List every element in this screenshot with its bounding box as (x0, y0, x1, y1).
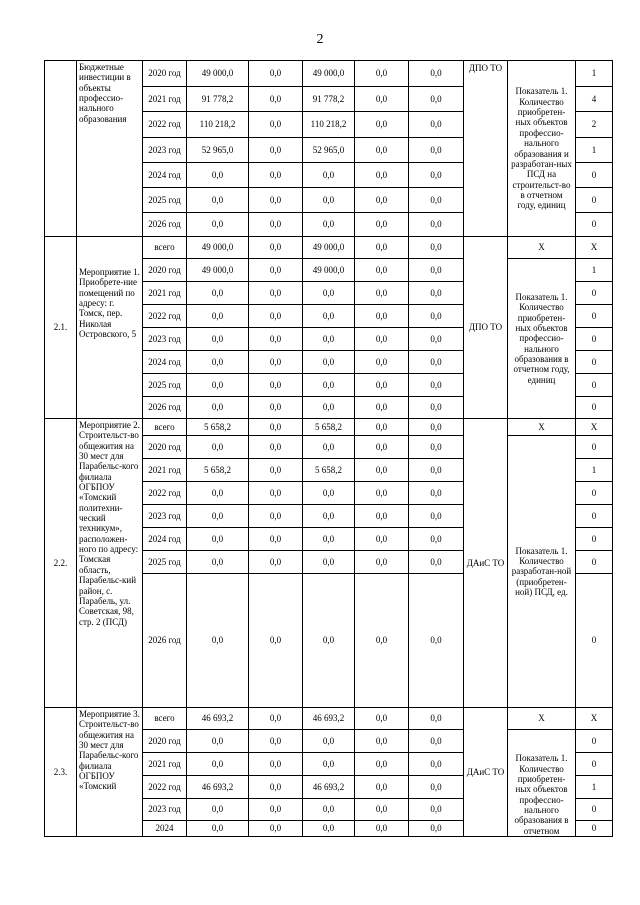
extra-cell: 0,0 (409, 482, 464, 505)
regional-cell: 0,0 (303, 505, 355, 528)
regional-cell: 49 000,0 (303, 61, 355, 87)
year-cell: 2026 год (143, 574, 187, 708)
federal-cell: 0,0 (249, 188, 303, 213)
local-cell: 0,0 (355, 282, 409, 305)
total-cell: 0,0 (187, 397, 249, 419)
activity-name: Мероприятие 3. Строительст-во общежития на 30 мест для Парабельс-кого филиала ОГБПОУ «Томский (77, 708, 143, 837)
year-cell: 2020 год (143, 259, 187, 282)
indicator-cell: Показатель 1. Количество приобретен-ных объектов профессио-нального образования в отчетном (508, 730, 576, 837)
extra-cell: 0,0 (409, 351, 464, 374)
extra-cell: 0,0 (409, 551, 464, 574)
indicator-value: 0 (576, 188, 613, 213)
indicator-value: 1 (576, 259, 613, 282)
extra-cell: 0,0 (409, 61, 464, 87)
indicator-value: 1 (576, 61, 613, 87)
indicator-value: 0 (576, 551, 613, 574)
row-number (45, 61, 77, 237)
local-cell: 0,0 (355, 551, 409, 574)
year-cell: 2024 (143, 821, 187, 837)
indicator-x-cell: Х (508, 708, 576, 730)
federal-cell: 0,0 (249, 213, 303, 237)
extra-cell: 0,0 (409, 305, 464, 328)
regional-cell: 49 000,0 (303, 259, 355, 282)
local-cell: 0,0 (355, 397, 409, 419)
local-cell: 0,0 (355, 708, 409, 730)
total-cell: 49 000,0 (187, 237, 249, 259)
regional-cell: 0,0 (303, 163, 355, 188)
year-cell: 2023 год (143, 328, 187, 351)
year-cell: 2024 год (143, 528, 187, 551)
total-cell: 0,0 (187, 821, 249, 837)
indicator-value: 0 (576, 436, 613, 459)
federal-cell: 0,0 (249, 374, 303, 397)
regional-cell: 0,0 (303, 213, 355, 237)
federal-cell: 0,0 (249, 551, 303, 574)
federal-cell: 0,0 (249, 505, 303, 528)
federal-cell: 0,0 (249, 776, 303, 799)
federal-cell: 0,0 (249, 237, 303, 259)
year-cell: 2024 год (143, 163, 187, 188)
federal-cell: 0,0 (249, 574, 303, 708)
indicator-x-cell: Х (508, 419, 576, 436)
local-cell: 0,0 (355, 799, 409, 821)
federal-cell: 0,0 (249, 753, 303, 776)
indicator-value: 4 (576, 87, 613, 112)
federal-cell: 0,0 (249, 112, 303, 138)
activity-name: Мероприятие 2. Строительст-во общежития на 30 мест для Парабельс-кого филиала ОГБПОУ «Томский политехни-ческий техникум», расположен-ного по адресу: Томская область, Парабельс-кий район, с. Парабель, ул. Советская, 98, стр. 2 (ПСД) (77, 419, 143, 708)
total-cell: 0,0 (187, 163, 249, 188)
indicator-value: 0 (576, 821, 613, 837)
extra-cell: 0,0 (409, 753, 464, 776)
year-cell: 2025 год (143, 551, 187, 574)
regional-cell: 0,0 (303, 436, 355, 459)
total-cell: 0,0 (187, 482, 249, 505)
local-cell: 0,0 (355, 459, 409, 482)
executor-cell: ДПО ТО (464, 237, 508, 419)
regional-cell: 0,0 (303, 551, 355, 574)
year-cell: 2020 год (143, 61, 187, 87)
year-cell: 2021 год (143, 87, 187, 112)
local-cell: 0,0 (355, 753, 409, 776)
total-cell: 5 658,2 (187, 419, 249, 436)
local-cell: 0,0 (355, 374, 409, 397)
total-cell: 0,0 (187, 436, 249, 459)
year-cell: 2021 год (143, 753, 187, 776)
indicator-value: Х (576, 237, 613, 259)
year-cell: 2024 год (143, 351, 187, 374)
total-cell: 0,0 (187, 374, 249, 397)
federal-cell: 0,0 (249, 282, 303, 305)
federal-cell: 0,0 (249, 708, 303, 730)
extra-cell: 0,0 (409, 730, 464, 753)
extra-cell: 0,0 (409, 188, 464, 213)
federal-cell: 0,0 (249, 397, 303, 419)
row-number: 2.3. (45, 708, 77, 837)
year-cell: 2022 год (143, 112, 187, 138)
year-cell: 2023 год (143, 505, 187, 528)
extra-cell: 0,0 (409, 259, 464, 282)
local-cell: 0,0 (355, 528, 409, 551)
regional-cell: 0,0 (303, 799, 355, 821)
federal-cell: 0,0 (249, 259, 303, 282)
local-cell: 0,0 (355, 821, 409, 837)
indicator-value: 0 (576, 351, 613, 374)
extra-cell: 0,0 (409, 163, 464, 188)
year-cell: всего (143, 708, 187, 730)
indicator-value: 0 (576, 397, 613, 419)
indicator-x-cell: Х (508, 237, 576, 259)
regional-cell: 0,0 (303, 821, 355, 837)
total-cell: 0,0 (187, 574, 249, 708)
indicator-value: Х (576, 419, 613, 436)
regional-cell: 0,0 (303, 374, 355, 397)
local-cell: 0,0 (355, 351, 409, 374)
federal-cell: 0,0 (249, 305, 303, 328)
indicator-value: 1 (576, 459, 613, 482)
indicator-value: 1 (576, 776, 613, 799)
local-cell: 0,0 (355, 188, 409, 213)
page-number: 2 (316, 32, 324, 47)
federal-cell: 0,0 (249, 351, 303, 374)
total-cell: 0,0 (187, 753, 249, 776)
federal-cell: 0,0 (249, 799, 303, 821)
year-cell: всего (143, 419, 187, 436)
executor-cell: ДАиС ТО (464, 708, 508, 837)
indicator-value: 0 (576, 213, 613, 237)
local-cell: 0,0 (355, 163, 409, 188)
total-cell: 49 000,0 (187, 61, 249, 87)
row-number: 2.1. (45, 237, 77, 419)
year-cell: 2022 год (143, 482, 187, 505)
table-row (45, 61, 613, 87)
total-cell: 0,0 (187, 528, 249, 551)
federal-cell: 0,0 (249, 419, 303, 436)
total-cell: 0,0 (187, 505, 249, 528)
regional-cell: 0,0 (303, 305, 355, 328)
local-cell: 0,0 (355, 305, 409, 328)
local-cell: 0,0 (355, 436, 409, 459)
year-cell: 2023 год (143, 138, 187, 163)
total-cell: 0,0 (187, 213, 249, 237)
local-cell: 0,0 (355, 574, 409, 708)
local-cell: 0,0 (355, 505, 409, 528)
extra-cell: 0,0 (409, 213, 464, 237)
federal-cell: 0,0 (249, 730, 303, 753)
regional-cell: 0,0 (303, 753, 355, 776)
extra-cell: 0,0 (409, 112, 464, 138)
regional-cell: 0,0 (303, 328, 355, 351)
regional-cell: 0,0 (303, 351, 355, 374)
extra-cell: 0,0 (409, 505, 464, 528)
federal-cell: 0,0 (249, 328, 303, 351)
local-cell: 0,0 (355, 112, 409, 138)
federal-cell: 0,0 (249, 459, 303, 482)
total-cell: 91 778,2 (187, 87, 249, 112)
indicator-cell: Показатель 1. Количество приобретен-ных объектов профессио-нального образования и разработан-ных ПСД на строительст-во в отчетном году, единиц (508, 61, 576, 237)
indicator-value: 0 (576, 730, 613, 753)
federal-cell: 0,0 (249, 821, 303, 837)
federal-cell: 0,0 (249, 87, 303, 112)
total-cell: 46 693,2 (187, 708, 249, 730)
year-cell: 2025 год (143, 188, 187, 213)
year-cell: 2020 год (143, 730, 187, 753)
indicator-value: 0 (576, 282, 613, 305)
indicator-cell: Показатель 1. Количество приобретен-ных объектов профессио-нального образования в отчетном году, единиц (508, 259, 576, 419)
indicator-value: 0 (576, 505, 613, 528)
year-cell: 2020 год (143, 436, 187, 459)
federal-cell: 0,0 (249, 436, 303, 459)
extra-cell: 0,0 (409, 799, 464, 821)
extra-cell: 0,0 (409, 419, 464, 436)
regional-cell: 46 693,2 (303, 708, 355, 730)
program-table (44, 60, 613, 837)
extra-cell: 0,0 (409, 776, 464, 799)
regional-cell: 0,0 (303, 482, 355, 505)
total-cell: 0,0 (187, 551, 249, 574)
regional-cell: 0,0 (303, 282, 355, 305)
regional-cell: 91 778,2 (303, 87, 355, 112)
row-number: 2.2. (45, 419, 77, 708)
regional-cell: 5 658,2 (303, 459, 355, 482)
total-cell: 5 658,2 (187, 459, 249, 482)
local-cell: 0,0 (355, 138, 409, 163)
year-cell: 2026 год (143, 397, 187, 419)
local-cell: 0,0 (355, 328, 409, 351)
local-cell: 0,0 (355, 61, 409, 87)
regional-cell: 0,0 (303, 574, 355, 708)
executor-cell: ДАиС ТО (464, 419, 508, 708)
table-row (45, 708, 613, 730)
year-cell: 2026 год (143, 213, 187, 237)
year-cell: 2021 год (143, 459, 187, 482)
activity-name: Мероприятие 1. Приобрете-ние помещений по адресу: г. Томск, пер. Николая Островского, 5 (77, 237, 143, 419)
regional-cell: 49 000,0 (303, 237, 355, 259)
activity-name: Бюджетные инвестиции в объекты профессио-нального образования (77, 61, 143, 237)
indicator-value: 1 (576, 138, 613, 163)
indicator-value: 0 (576, 753, 613, 776)
regional-cell: 0,0 (303, 730, 355, 753)
total-cell: 49 000,0 (187, 259, 249, 282)
indicator-value: 0 (576, 528, 613, 551)
table-row (45, 237, 613, 259)
local-cell: 0,0 (355, 87, 409, 112)
federal-cell: 0,0 (249, 61, 303, 87)
total-cell: 0,0 (187, 188, 249, 213)
extra-cell: 0,0 (409, 821, 464, 837)
indicator-value: 2 (576, 112, 613, 138)
year-cell: 2025 год (143, 374, 187, 397)
indicator-value: 0 (576, 305, 613, 328)
extra-cell: 0,0 (409, 459, 464, 482)
local-cell: 0,0 (355, 776, 409, 799)
table-row (45, 419, 613, 436)
year-cell: 2023 год (143, 799, 187, 821)
regional-cell: 0,0 (303, 188, 355, 213)
total-cell: 0,0 (187, 351, 249, 374)
total-cell: 46 693,2 (187, 776, 249, 799)
regional-cell: 52 965,0 (303, 138, 355, 163)
total-cell: 0,0 (187, 730, 249, 753)
indicator-value: 0 (576, 374, 613, 397)
federal-cell: 0,0 (249, 482, 303, 505)
indicator-cell: Показатель 1. Количество разработан-ной (приобретен-ной) ПСД, ед. (508, 436, 576, 708)
extra-cell: 0,0 (409, 237, 464, 259)
regional-cell: 5 658,2 (303, 419, 355, 436)
indicator-value: 0 (576, 328, 613, 351)
year-cell: 2021 год (143, 282, 187, 305)
regional-cell: 0,0 (303, 528, 355, 551)
local-cell: 0,0 (355, 237, 409, 259)
federal-cell: 0,0 (249, 138, 303, 163)
local-cell: 0,0 (355, 259, 409, 282)
local-cell: 0,0 (355, 730, 409, 753)
total-cell: 0,0 (187, 282, 249, 305)
regional-cell: 46 693,2 (303, 776, 355, 799)
federal-cell: 0,0 (249, 163, 303, 188)
year-cell: всего (143, 237, 187, 259)
total-cell: 52 965,0 (187, 138, 249, 163)
local-cell: 0,0 (355, 482, 409, 505)
federal-cell: 0,0 (249, 528, 303, 551)
executor-cell: ДПО ТО (464, 61, 508, 237)
extra-cell: 0,0 (409, 138, 464, 163)
local-cell: 0,0 (355, 419, 409, 436)
indicator-value: 0 (576, 482, 613, 505)
extra-cell: 0,0 (409, 87, 464, 112)
extra-cell: 0,0 (409, 282, 464, 305)
regional-cell: 110 218,2 (303, 112, 355, 138)
total-cell: 0,0 (187, 305, 249, 328)
indicator-value: 0 (576, 799, 613, 821)
indicator-value: Х (576, 708, 613, 730)
extra-cell: 0,0 (409, 708, 464, 730)
total-cell: 0,0 (187, 799, 249, 821)
local-cell: 0,0 (355, 213, 409, 237)
indicator-value: 0 (576, 163, 613, 188)
total-cell: 110 218,2 (187, 112, 249, 138)
year-cell: 2022 год (143, 305, 187, 328)
extra-cell: 0,0 (409, 328, 464, 351)
extra-cell: 0,0 (409, 436, 464, 459)
year-cell: 2022 год (143, 776, 187, 799)
extra-cell: 0,0 (409, 528, 464, 551)
indicator-value: 0 (576, 574, 613, 708)
extra-cell: 0,0 (409, 374, 464, 397)
total-cell: 0,0 (187, 328, 249, 351)
regional-cell: 0,0 (303, 397, 355, 419)
extra-cell: 0,0 (409, 574, 464, 708)
extra-cell: 0,0 (409, 397, 464, 419)
